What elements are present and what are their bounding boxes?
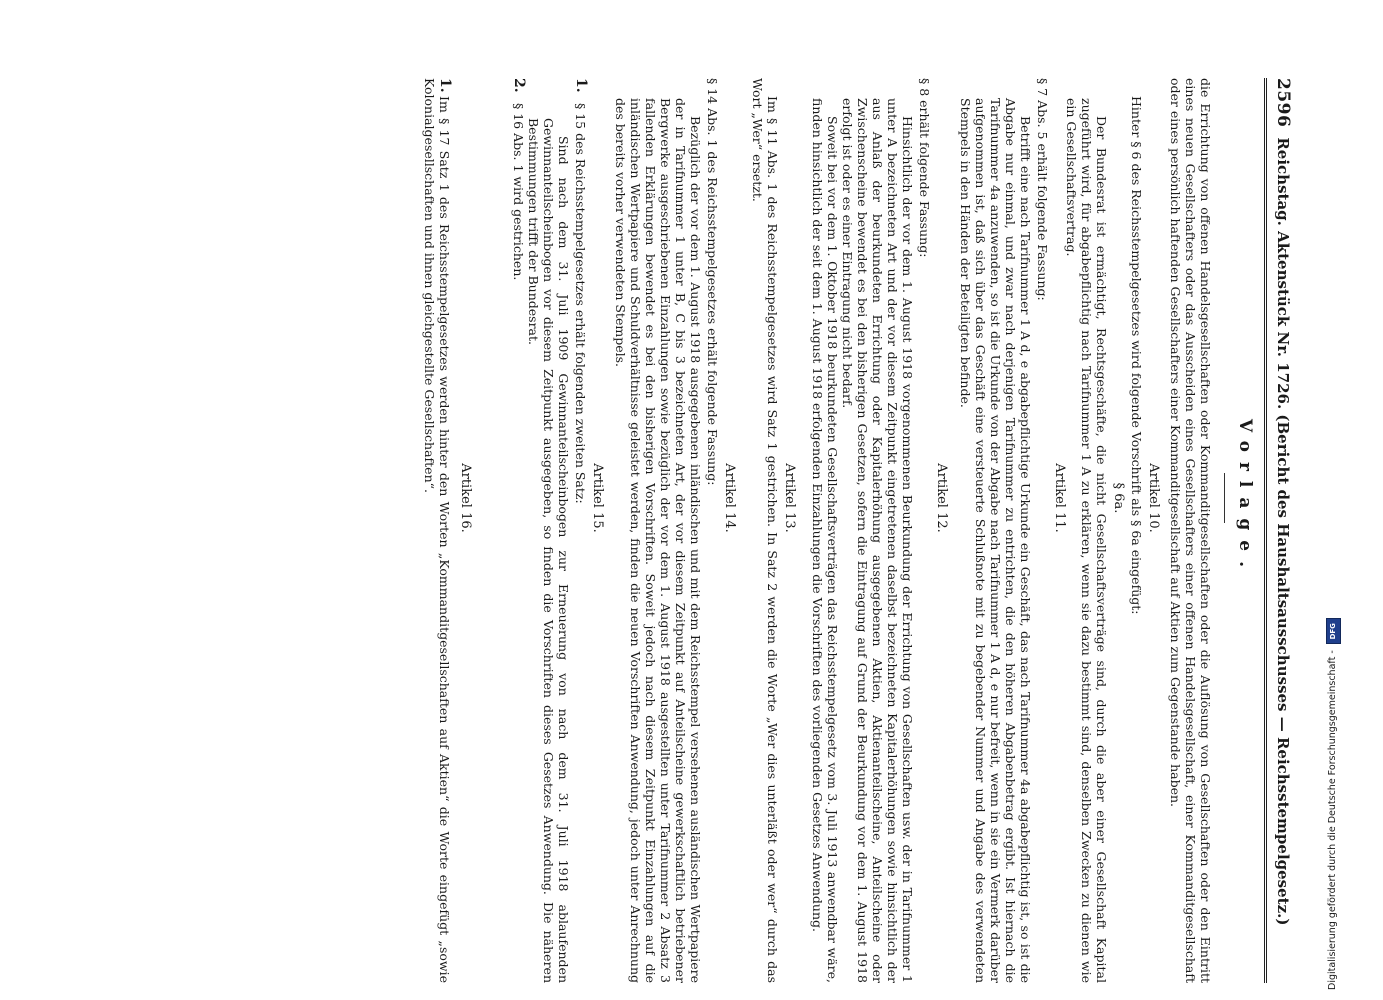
article-16-number-1: 1. bbox=[437, 78, 453, 93]
article-14-heading: Artikel 14. bbox=[722, 463, 737, 533]
article-15-text-2: § 16 Abs. 1 wird gestrichen. bbox=[511, 103, 526, 281]
article-14-intro: § 14 Abs. 1 des Reichsstempelgesetzes erhält folgende Fassung: bbox=[705, 78, 720, 486]
article-13-text: Im § 11 Abs. 1 des Reichsstempelgesetzes wird Satz 1 gestrichen. In Satz 2 werden die Worte „Wer dies unterläßt oder wer“ durch das Wort „Wer“ ersetzt. bbox=[750, 78, 780, 983]
dfg-logo-icon: DFG bbox=[1326, 618, 1341, 644]
article-13-heading: Artikel 13. bbox=[782, 463, 797, 533]
article-12-heading: Artikel 12. bbox=[934, 463, 949, 533]
document-title: Vorlage. bbox=[1235, 418, 1255, 578]
section-6a-heading: § 6a. bbox=[1111, 482, 1126, 514]
article-16-heading: Artikel 16. bbox=[458, 463, 473, 533]
article-10-intro: Hinter § 6 des Reichsstempelgesetzes wird folgende Vorschrift als § 6a eingefügt: bbox=[1129, 96, 1144, 615]
document-page bbox=[73, 8, 1293, 988]
article-11-intro: § 7 Abs. 5 erhält folgende Fassung: bbox=[1035, 78, 1050, 301]
article-15-number-1: 1. bbox=[573, 78, 589, 93]
article-15-heading: Artikel 15. bbox=[590, 463, 605, 533]
article-12-text-2: Soweit bei vor dem 1. Oktober 1918 beurkundeten Gesellschaftsverträgen das Reichsstempelgesetz vom 3. Juli 1913 anwendbar wäre, finden hinsichtlich der seit dem 1. August 1918 erfolgenden Einzahlungen die Vorschriften des vorliegenden Gesetzes Anwendung. bbox=[810, 98, 840, 983]
digitization-note bbox=[1318, 0, 1348, 1000]
page-header bbox=[1264, 78, 1293, 983]
article-14-text: Bezüglich der vor dem 1. August 1918 ausgegebenen inländischen und mit dem Reichsstempel versehenen ausländischen Wertpapiere der in Tarifnummer 1 unter B, C bis 3 bezeichneten Art, der vor diesem Zeitpunkt auf Anteilscheine gewerkschaftlich betriebener Bergwerke ausgeschriebenen Einzahlungen sowie bezüglich der vor dem 1. August 1918 ausgestellten unter Tarifnummer 2 Absatz 3 fallenden Erklärungen bewendet es bei den bisherigen Vorschriften. Soweit jedoch nach diesem Zeitpunkt Einzahlungen auf die inländischen Wertpapiere und Schuldverhältnisse geleistet werden, finden die neuen Vorschriften Anwendung, jedoch unter Anrechnung des bereits vorher verwendeten Stempels. bbox=[613, 98, 703, 983]
article-10-heading: Artikel 10. bbox=[1146, 463, 1161, 533]
running-title: Reichstag. Aktenstück Nr. 1726. (Bericht des Haushaltsausschusses — Reichsstempelgesetz.) bbox=[1274, 137, 1292, 926]
intro-paragraph: die Errichtung von offenen Handelsgesellschaften oder Kommanditgesellschaften oder die Auflösung von Gesellschaften oder den Eintritt eines neuen Gesellschafters oder das Ausscheiden eines Gesellschafters einer offenen Handelsgesellschaft, einer Kommanditgesellschaft oder eines persönlich haftenden Gesellschafters einer Kommanditgesellschaft auf Aktien zum Gegenstande haben. bbox=[1168, 78, 1213, 983]
article-15-text: Sind nach dem 31. Juli 1909 Gewinnanteilscheinbogen zur Erneuerung von nach dem 31. Juli 1918 ablaufenden Gewinnanteilscheinbogen vor diesem Zeitpunkt ausgegeben, so finden die Vorschriften dieses Gesetzes Anwendung. Die näheren Bestimmungen trifft der Bundesrat. bbox=[526, 118, 571, 983]
digitization-credit: Digitalisierung gefördert durch die Deutsche Forschungsgemeinschaft - bbox=[1327, 650, 1338, 990]
article-11-text: Betrifft eine nach Tarifnummer 1 A d, e abgabepflichtige Urkunde ein Geschäft, das nach Tarifnummer 4a abgabepflichtig ist, so ist die Abgabe nur einmal, und zwar nach derjenigen Tarifnummer zu entrichten, die den höheren Abgabenbetrag ergibt. Ist hiernach die Tarifnummer 4a anzuwenden, so ist die Urkunde von der Abgabe nach Tarifnummer 1 A d, e nur befreit, wenn in sie ein Vermerk darüber aufgenommen ist, daß sich über das Geschäft eine versteuerte Schlußnote mit zu begebender Nummer und Angabe des verwendeten Stempels in den Händen der Beteiligten befinde. bbox=[958, 98, 1033, 983]
digitization-note-text-row bbox=[1322, 0, 1344, 990]
article-10-text: Der Bundesrat ist ermächtigt, Rechtsgeschäfte, die nicht Gesellschaftsverträge sind, durch die aber einer Gesellschaft Kapital zugeführt wird, für abgabepflichtig nach Tarifnummer 1 A zu erklären, wenn sie dazu bestimmt sind, denselben Zwecken zu dienen wie ein Gesellschaftsvertrag. bbox=[1064, 98, 1109, 983]
page-number: 2596 bbox=[1273, 78, 1293, 128]
article-15-number-2: 2. bbox=[511, 78, 527, 93]
article-12-intro: § 8 erhält folgende Fassung: bbox=[917, 78, 932, 258]
article-12-text-1: Hinsichtlich der vor dem 1. August 1918 vorgenommenen Beurkundung der Errichtung von Gesellschaften usw. der in Tarifnummer 1 unter A bezeichneten Art und der vor diesem Zeitpunkt eingetretenen daselbst bezeichneten Kapitalerhöhungen sowie hinsichtlich der aus Anlaß der beurkundeten Errichtung oder Kapitalerhöhung ausgegebenen Aktien, Aktienanteilscheine, Anteilscheine oder Zwischenscheine bewendet es bei den bisherigen Gesetzen, sofern die Eintragung auf Grund der Beurkundung vor dem 1. August 1918 erfolgt ist oder es einer Eintragung nicht bedarf. bbox=[840, 98, 915, 983]
article-15-intro: § 15 des Reichsstempelgesetzes erhält folgenden zweiten Satz: bbox=[573, 103, 588, 504]
article-16-text: Im § 17 Satz 1 des Reichsstempelgesetzes werden hinter den Worten „Kommanditgesellschaften auf Aktien“ die Worte eingefügt „sowie Kolonialgesellschaften und ihnen gleichgestellte Gesellschaften“. bbox=[422, 78, 452, 983]
article-11-heading: Artikel 11. bbox=[1052, 463, 1067, 533]
title-rule bbox=[1224, 473, 1225, 523]
